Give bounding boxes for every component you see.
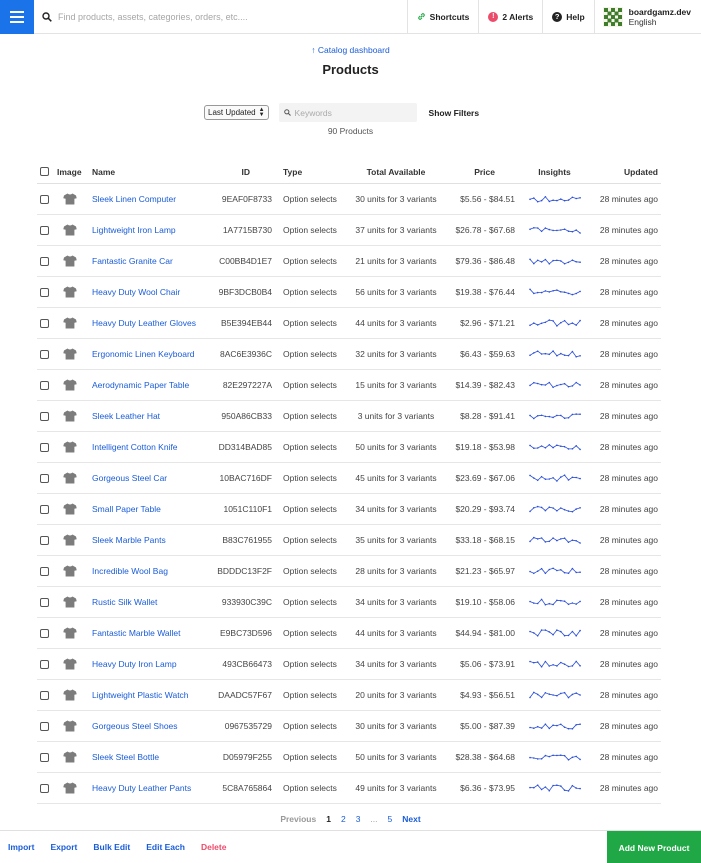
price-range: $4.93 - $56.51: [460, 690, 515, 700]
insights-sparkline: [527, 370, 582, 400]
table-row[interactable]: [37, 618, 661, 649]
breadcrumb-catalog-dashboard[interactable]: ↑ Catalog dashboard: [311, 45, 390, 55]
row-checkbox[interactable]: [40, 660, 49, 669]
product-name-link[interactable]: Lightweight Iron Lamp: [92, 225, 176, 235]
filters-bar: [204, 103, 479, 122]
sparkline-icon: [529, 442, 581, 452]
price-range: $44.94 - $81.00: [455, 628, 515, 638]
tshirt-icon: [63, 286, 77, 298]
tshirt-icon: [63, 255, 77, 267]
product-type: Option selects: [283, 194, 337, 204]
price-range: $28.38 - $64.68: [455, 752, 515, 762]
insights-sparkline: [527, 556, 582, 586]
global-search: [34, 0, 408, 33]
sparkline-icon: [529, 783, 581, 793]
product-id: 10BAC716DF: [219, 473, 272, 483]
total-available: 50 units for 3 variants: [355, 442, 437, 452]
price-range: $5.56 - $84.51: [460, 194, 515, 204]
product-id: 0967535729: [224, 721, 272, 731]
products-table: [37, 160, 661, 804]
product-image: [57, 773, 83, 803]
insights-sparkline: [527, 494, 582, 524]
insights-sparkline: [527, 277, 582, 307]
tshirt-icon: [63, 565, 77, 577]
product-type: Option selects: [283, 752, 337, 762]
table-row[interactable]: [37, 711, 661, 742]
tshirt-icon: [63, 689, 77, 701]
product-id: E9BC73D596: [220, 628, 272, 638]
insights-sparkline: [527, 432, 582, 462]
total-available: 20 units for 3 variants: [355, 690, 437, 700]
page-ellipsis: ...: [370, 814, 378, 824]
row-checkbox[interactable]: [40, 505, 49, 514]
product-id: B5E394EB44: [220, 318, 272, 328]
product-image: [57, 401, 83, 431]
store-language: English: [628, 16, 657, 27]
product-id: 9BF3DCB0B4: [218, 287, 272, 297]
price-range: $19.10 - $58.06: [455, 597, 515, 607]
updated-time: 28 minutes ago: [599, 752, 658, 762]
updated-time: 28 minutes ago: [599, 442, 658, 452]
tshirt-icon: [63, 224, 77, 236]
shortcuts-button[interactable]: [408, 0, 480, 33]
product-id: 1051C110F1: [223, 504, 272, 514]
column-header-updated[interactable]: Updated: [624, 166, 658, 177]
updated-time: 28 minutes ago: [599, 721, 658, 731]
product-image: [57, 432, 83, 462]
product-image: [57, 742, 83, 772]
sparkline-icon: [529, 473, 581, 483]
row-checkbox[interactable]: [40, 474, 49, 483]
sparkline-icon: [529, 752, 581, 762]
total-available: 30 units for 3 variants: [355, 721, 437, 731]
insights-sparkline: [527, 587, 582, 617]
product-type: Option selects: [283, 349, 337, 359]
bulk-edit-button[interactable]: Bulk Edit: [93, 842, 131, 852]
updated-time: 28 minutes ago: [599, 659, 658, 669]
sparkline-icon: [529, 380, 581, 390]
keywords-box: [279, 103, 417, 122]
alerts-button[interactable]: [479, 0, 543, 33]
tshirt-icon: [63, 472, 77, 484]
product-type: Option selects: [283, 783, 337, 793]
total-available: 30 units for 3 variants: [355, 194, 437, 204]
product-id: 9EAF0F8733: [221, 194, 272, 204]
shortcuts-label: Shortcuts: [429, 11, 470, 22]
price-range: $6.36 - $73.95: [460, 783, 515, 793]
row-checkbox[interactable]: [40, 381, 49, 390]
row-checkbox[interactable]: [40, 412, 49, 421]
sort-value: Last Updated: [208, 108, 256, 117]
total-available: 34 units for 3 variants: [355, 504, 437, 514]
row-checkbox[interactable]: [40, 319, 49, 328]
table-row[interactable]: [37, 339, 661, 370]
product-type: Option selects: [283, 287, 337, 297]
total-available: 15 units for 3 variants: [355, 380, 437, 390]
price-range: $2.96 - $71.21: [460, 318, 515, 328]
tshirt-icon: [63, 441, 77, 453]
product-type: Option selects: [283, 597, 337, 607]
total-available: 34 units for 3 variants: [355, 659, 437, 669]
updated-time: 28 minutes ago: [599, 318, 658, 328]
table-row[interactable]: [37, 587, 661, 618]
help-button[interactable]: [543, 0, 594, 33]
product-name-link[interactable]: Rustic Silk Wallet: [92, 597, 158, 607]
page-link-2[interactable]: 2: [340, 814, 346, 824]
product-name-link[interactable]: Sleek Leather Hat: [92, 411, 161, 421]
sparkline-icon: [529, 287, 581, 297]
row-checkbox[interactable]: [40, 567, 49, 576]
search-icon: [42, 12, 52, 22]
product-name-link[interactable]: Fantastic Granite Car: [92, 256, 173, 266]
table-row[interactable]: [37, 773, 661, 804]
previous-page-button[interactable]: Previous: [280, 814, 317, 824]
row-checkbox[interactable]: [40, 536, 49, 545]
search-input[interactable]: [58, 12, 398, 22]
add-new-product-button[interactable]: Add New Product: [607, 831, 701, 863]
row-checkbox[interactable]: [40, 350, 49, 359]
product-id: 82E297227A: [222, 380, 272, 390]
product-type: Option selects: [283, 318, 337, 328]
table-row[interactable]: [37, 215, 661, 246]
product-id: B83C761955: [222, 535, 272, 545]
alert-badge-icon: !: [488, 12, 498, 22]
product-name-link[interactable]: Intelligent Cotton Knife: [92, 442, 178, 452]
updated-time: 28 minutes ago: [599, 566, 658, 576]
insights-sparkline: [527, 339, 582, 369]
product-name-link[interactable]: Lightweight Plastic Watch: [92, 690, 189, 700]
delete-button[interactable]: Delete: [200, 842, 227, 852]
total-available: 37 units for 3 variants: [355, 225, 437, 235]
updated-time: 28 minutes ago: [599, 473, 658, 483]
product-image: [57, 680, 83, 710]
updated-time: 28 minutes ago: [599, 411, 658, 421]
product-id: 950A86CB33: [221, 411, 272, 421]
sparkline-icon: [529, 628, 581, 638]
insights-sparkline: [527, 401, 582, 431]
sort-select[interactable]: [204, 105, 269, 120]
column-header-image: Image: [57, 166, 82, 177]
product-id: 8AC6E3936C: [220, 349, 272, 359]
product-image: [57, 711, 83, 741]
updated-time: 28 minutes ago: [599, 597, 658, 607]
row-checkbox[interactable]: [40, 195, 49, 204]
hamburger-icon: [10, 11, 24, 23]
updown-arrows-icon: ▲ ▼: [258, 106, 265, 118]
store-name: boardgamz.dev: [628, 6, 691, 17]
row-checkbox[interactable]: [40, 443, 49, 452]
product-type: Option selects: [283, 380, 337, 390]
product-type: Option selects: [283, 566, 337, 576]
product-name-link[interactable]: Heavy Duty Leather Gloves: [92, 318, 196, 328]
sparkline-icon: [529, 225, 581, 235]
product-image: [57, 556, 83, 586]
product-type: Option selects: [283, 535, 337, 545]
product-id: 933930C39C: [221, 597, 272, 607]
alerts-label: 2 Alerts: [502, 11, 534, 22]
row-checkbox[interactable]: [40, 691, 49, 700]
product-image: [57, 246, 83, 276]
product-name-link[interactable]: Sleek Steel Bottle: [92, 752, 160, 762]
sparkline-icon: [529, 659, 581, 669]
product-type: Option selects: [283, 473, 337, 483]
product-id: 5C8A765864: [222, 783, 272, 793]
product-name-link[interactable]: Gorgeous Steel Car: [92, 473, 168, 483]
insights-sparkline: [527, 680, 582, 710]
table-row[interactable]: [37, 649, 661, 680]
sparkline-icon: [529, 411, 581, 421]
table-row[interactable]: [37, 742, 661, 773]
total-available: 44 units for 3 variants: [355, 628, 437, 638]
table-row[interactable]: [37, 308, 661, 339]
product-image: [57, 308, 83, 338]
sparkline-icon: [529, 349, 581, 359]
product-name-link[interactable]: Aerodynamic Paper Table: [92, 380, 190, 390]
product-name-link[interactable]: Heavy Duty Leather Pants: [92, 783, 192, 793]
sparkline-icon: [529, 721, 581, 731]
top-bar: [0, 0, 701, 34]
product-name-link[interactable]: Small Paper Table: [92, 504, 161, 514]
product-image: [57, 649, 83, 679]
question-icon: ?: [552, 12, 562, 22]
product-name-link[interactable]: Ergonomic Linen Keyboard: [92, 349, 195, 359]
price-range: $79.36 - $86.48: [455, 256, 515, 266]
updated-time: 28 minutes ago: [599, 225, 658, 235]
price-range: $5.06 - $73.91: [460, 659, 515, 669]
sparkline-icon: [529, 504, 581, 514]
product-name-link[interactable]: Sleek Linen Computer: [92, 194, 177, 204]
total-available: 32 units for 3 variants: [355, 349, 437, 359]
row-checkbox[interactable]: [40, 598, 49, 607]
sparkline-icon: [529, 597, 581, 607]
select-all-checkbox[interactable]: [40, 167, 49, 176]
product-name-link[interactable]: Heavy Duty Iron Lamp: [92, 659, 177, 669]
row-checkbox[interactable]: [40, 722, 49, 731]
updated-time: 28 minutes ago: [599, 504, 658, 514]
insights-sparkline: [527, 184, 582, 214]
updated-time: 28 minutes ago: [599, 535, 658, 545]
page-current: 1: [326, 814, 331, 824]
total-available: 21 units for 3 variants: [355, 256, 437, 266]
insights-sparkline: [527, 525, 582, 555]
tshirt-icon: [63, 534, 77, 546]
updated-time: 28 minutes ago: [599, 628, 658, 638]
edit-each-button[interactable]: Edit Each: [146, 842, 185, 852]
export-button[interactable]: Export: [50, 842, 78, 852]
updated-time: 28 minutes ago: [599, 194, 658, 204]
link-icon: [417, 12, 426, 21]
row-checkbox[interactable]: [40, 753, 49, 762]
product-image: [57, 618, 83, 648]
pagination: [0, 814, 701, 824]
product-image: [57, 277, 83, 307]
table-row[interactable]: [37, 184, 661, 215]
tshirt-icon: [63, 410, 77, 422]
product-name-link[interactable]: Sleek Marble Pants: [92, 535, 166, 545]
page-link-last[interactable]: 5: [387, 814, 393, 824]
product-image: [57, 339, 83, 369]
tshirt-icon: [63, 720, 77, 732]
product-id: 493CB66473: [222, 659, 272, 669]
total-available: 35 units for 3 variants: [355, 535, 437, 545]
next-page-button[interactable]: Next: [402, 814, 421, 824]
product-type: Option selects: [283, 411, 337, 421]
product-image: [57, 184, 83, 214]
tshirt-icon: [63, 782, 77, 794]
tshirt-icon: [63, 317, 77, 329]
table-row[interactable]: [37, 525, 661, 556]
updated-time: 28 minutes ago: [599, 349, 658, 359]
table-row[interactable]: [37, 401, 661, 432]
sparkline-icon: [529, 318, 581, 328]
price-range: $8.28 - $91.41: [460, 411, 515, 421]
menu-button[interactable]: [0, 0, 34, 34]
product-type: Option selects: [283, 659, 337, 669]
search-icon: [284, 109, 291, 116]
price-range: $20.29 - $93.74: [455, 504, 515, 514]
price-range: $19.18 - $53.98: [455, 442, 515, 452]
row-checkbox[interactable]: [40, 226, 49, 235]
product-name-link[interactable]: Incredible Wool Bag: [92, 566, 168, 576]
product-type: Option selects: [283, 442, 337, 452]
page-link-3[interactable]: 3: [355, 814, 361, 824]
updated-time: 28 minutes ago: [599, 783, 658, 793]
tshirt-icon: [63, 658, 77, 670]
sparkline-icon: [529, 194, 581, 204]
updated-time: 28 minutes ago: [599, 690, 658, 700]
price-range: $19.38 - $76.44: [455, 287, 515, 297]
product-count: 90 Products: [327, 126, 374, 136]
store-switcher[interactable]: [595, 0, 701, 33]
column-header-price[interactable]: Price: [474, 166, 495, 177]
insights-sparkline: [527, 463, 582, 493]
table-row[interactable]: [37, 680, 661, 711]
row-checkbox[interactable]: [40, 288, 49, 297]
tshirt-icon: [63, 627, 77, 639]
table-row[interactable]: [37, 246, 661, 277]
row-checkbox[interactable]: [40, 629, 49, 638]
row-checkbox[interactable]: [40, 257, 49, 266]
store-logo-icon: [603, 7, 623, 27]
keywords-input[interactable]: [295, 108, 415, 118]
product-id: D05979F255: [222, 752, 272, 762]
product-id: 1A7715B730: [222, 225, 272, 235]
table-row[interactable]: [37, 463, 661, 494]
price-range: $26.78 - $67.68: [455, 225, 515, 235]
product-type: Option selects: [283, 721, 337, 731]
updated-time: 28 minutes ago: [599, 287, 658, 297]
page-title: Products: [322, 62, 379, 77]
table-row[interactable]: [37, 556, 661, 587]
help-label: Help: [566, 11, 585, 22]
table-header: [37, 160, 661, 184]
insights-sparkline: [527, 742, 582, 772]
tshirt-icon: [63, 596, 77, 608]
total-available: 45 units for 3 variants: [355, 473, 437, 483]
product-image: [57, 370, 83, 400]
column-header-insights: Insights: [538, 166, 571, 177]
product-id: BDDDC13F2F: [217, 566, 272, 576]
tshirt-icon: [63, 503, 77, 515]
product-image: [57, 587, 83, 617]
table-row[interactable]: [37, 432, 661, 463]
bottom-action-bar: [0, 830, 701, 863]
total-available: 3 units for 3 variants: [357, 411, 435, 421]
column-header-type[interactable]: Type: [283, 166, 303, 177]
sparkline-icon: [529, 690, 581, 700]
insights-sparkline: [527, 773, 582, 803]
show-filters-button[interactable]: Show Filters: [428, 107, 480, 118]
table-row[interactable]: [37, 370, 661, 401]
insights-sparkline: [527, 215, 582, 245]
column-header-name[interactable]: Name: [92, 166, 116, 177]
insights-sparkline: [527, 308, 582, 338]
table-row[interactable]: [37, 494, 661, 525]
product-id: C00BB4D1E7: [219, 256, 272, 266]
tshirt-icon: [63, 379, 77, 391]
price-range: $14.39 - $82.43: [455, 380, 515, 390]
product-type: Option selects: [283, 256, 337, 266]
price-range: $5.00 - $87.39: [460, 721, 515, 731]
product-image: [57, 525, 83, 555]
import-button[interactable]: Import: [8, 842, 35, 852]
insights-sparkline: [527, 618, 582, 648]
row-checkbox[interactable]: [40, 784, 49, 793]
updated-time: 28 minutes ago: [599, 256, 658, 266]
product-name-link[interactable]: Gorgeous Steel Shoes: [92, 721, 178, 731]
product-type: Option selects: [283, 628, 337, 638]
price-range: $21.23 - $65.97: [455, 566, 515, 576]
tshirt-icon: [63, 751, 77, 763]
total-available: 28 units for 3 variants: [355, 566, 437, 576]
total-available: 50 units for 3 variants: [355, 752, 437, 762]
column-header-total[interactable]: Total Available: [366, 166, 426, 177]
total-available: 44 units for 3 variants: [355, 318, 437, 328]
tshirt-icon: [63, 193, 77, 205]
product-image: [57, 463, 83, 493]
sparkline-icon: [529, 566, 581, 576]
table-row[interactable]: [37, 277, 661, 308]
price-range: $23.69 - $67.06: [455, 473, 515, 483]
product-name-link[interactable]: Fantastic Marble Wallet: [92, 628, 181, 638]
updated-time: 28 minutes ago: [599, 380, 658, 390]
column-header-id[interactable]: ID: [241, 166, 250, 177]
sparkline-icon: [529, 535, 581, 545]
product-type: Option selects: [283, 690, 337, 700]
product-type: Option selects: [283, 504, 337, 514]
insights-sparkline: [527, 246, 582, 276]
sparkline-icon: [529, 256, 581, 266]
insights-sparkline: [527, 711, 582, 741]
total-available: 56 units for 3 variants: [355, 287, 437, 297]
product-id: DD314BAD85: [218, 442, 272, 452]
price-range: $33.18 - $68.15: [455, 535, 515, 545]
tshirt-icon: [63, 348, 77, 360]
product-type: Option selects: [283, 225, 337, 235]
price-range: $6.43 - $59.63: [460, 349, 515, 359]
product-name-link[interactable]: Heavy Duty Wool Chair: [92, 287, 181, 297]
total-available: 49 units for 3 variants: [355, 783, 437, 793]
product-image: [57, 494, 83, 524]
total-available: 34 units for 3 variants: [355, 597, 437, 607]
insights-sparkline: [527, 649, 582, 679]
product-image: [57, 215, 83, 245]
product-id: DAADC57F67: [218, 690, 272, 700]
